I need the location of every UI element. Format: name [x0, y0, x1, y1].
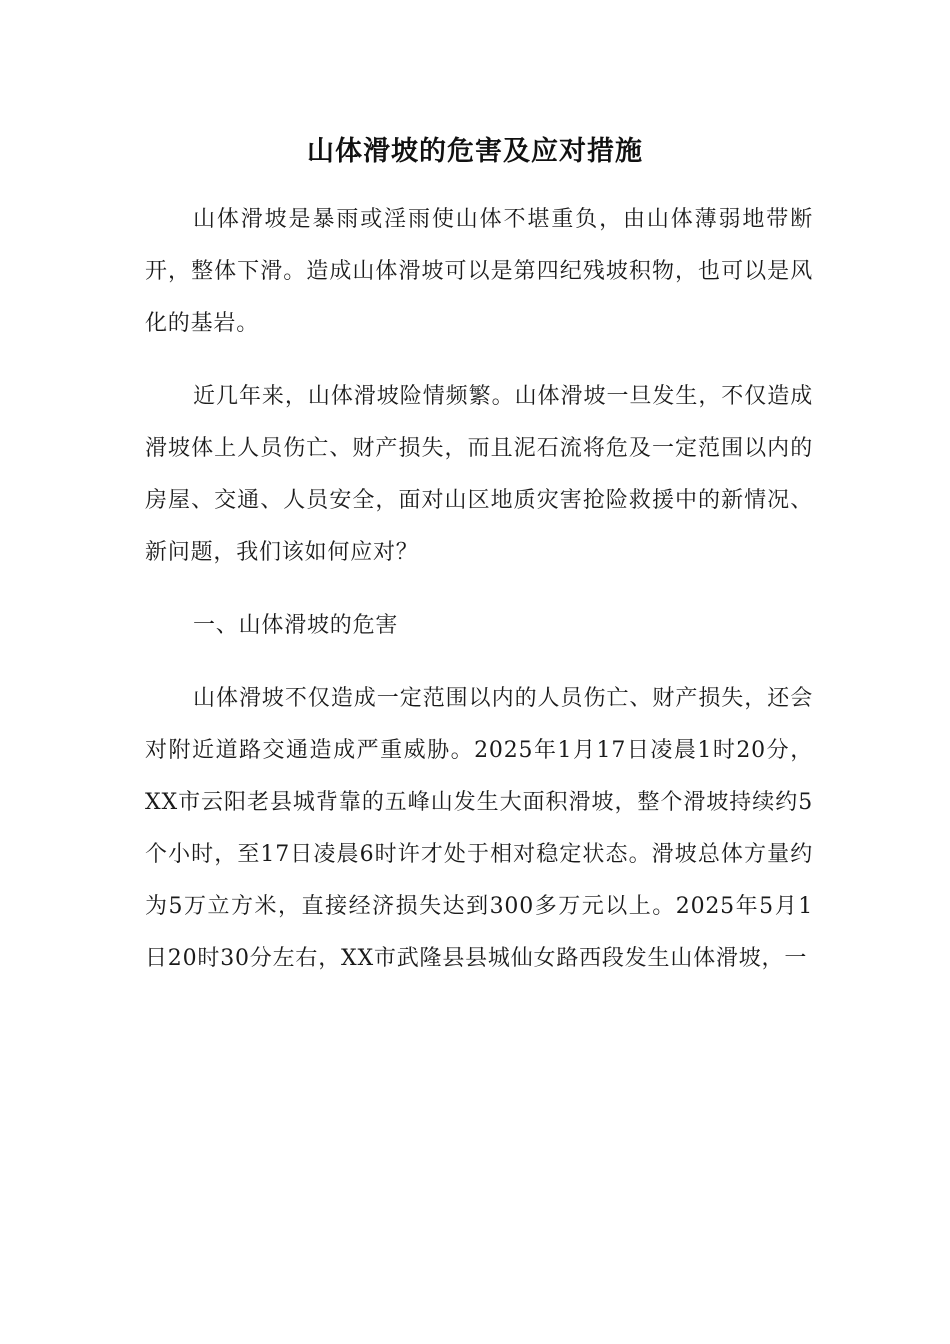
document-body: [145, 194, 813, 1006]
paragraph-hazards: 山体滑坡不仅造成一定范围以内的人员伤亡、财产损失，还会对附近道路交通造成严重威胁。2025年1月17日凌晨1时20分，XX市云阳老县城背靠的五峰山发生大面积滑坡，整个滑坡持续约5个小时，至17日凌晨6时许才处于相对稳定状态。滑坡总体方量约为5万立方米，直接经济损失达到300多万元以上。2025年5月1日20时30分左右，XX市武隆县县城仙女路西段发生山体滑坡，一: [145, 686, 813, 971]
paragraph-intro: 山体滑坡是暴雨或淫雨使山体不堪重负，由山体薄弱地带断开，整体下滑。造成山体滑坡可以是第四纪残坡积物，也可以是风化的基岩。: [145, 207, 813, 336]
section-heading-hazards: 一、山体滑坡的危害: [193, 613, 399, 638]
page-title: 山体滑坡的危害及应对措施: [307, 136, 643, 167]
paragraph-frequency: 近几年来，山体滑坡险情频繁。山体滑坡一旦发生，不仅造成滑坡体上人员伤亡、财产损失，而且泥石流将危及一定范围以内的房屋、交通、人员安全，面对山区地质灾害抢险救援中的新情况、新问题，我们该如何应对？: [145, 384, 813, 565]
